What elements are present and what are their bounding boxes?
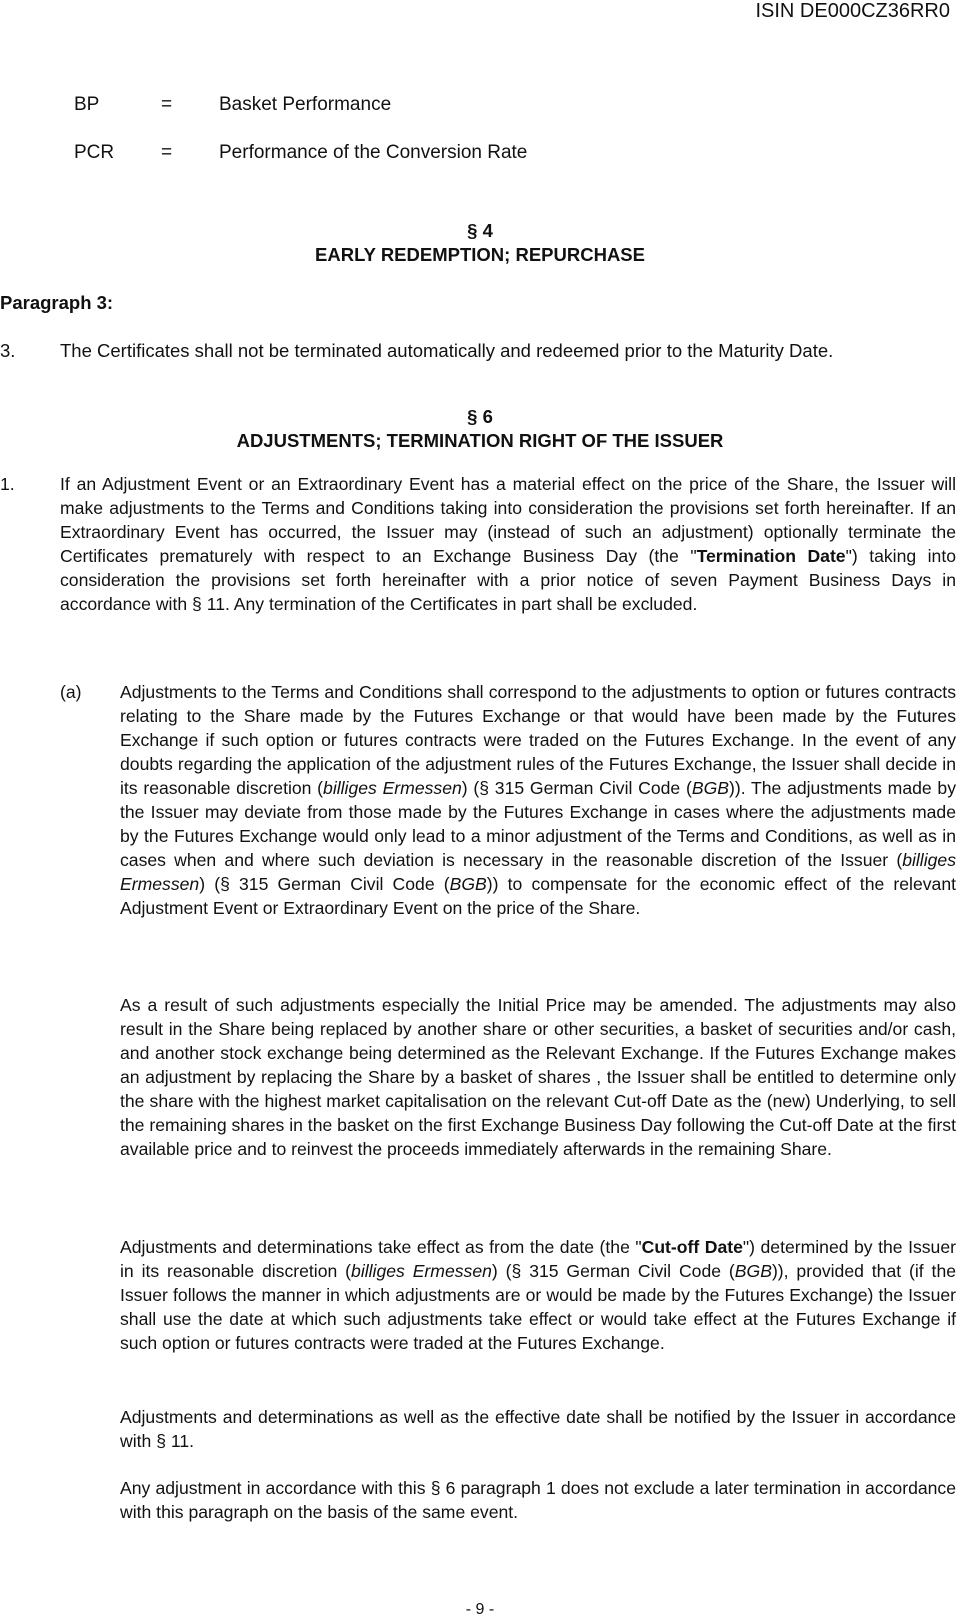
adjustment-result-paragraph: As a result of such adjustments especially the Initial Price may be amended. The adjustments may also result in the Share being replaced by another share or other securities, a basket of securities and/or cash, and another stock exchange being determined as the Relevant Exchange. If the Futures Exchange makes an adjustment by replacing the Share by a basket of shares , the Issuer shall be entitled to determine only the share with the highest market capitalisation on the relevant Cut-off Date as the (new) Underlying, to sell the remaining shares in the basket on the first Exchange Business Day following the Cut-off Date at the first available price and to reinvest the proceeds immediately afterwards in the remaining Share.	[120, 995, 956, 1159]
section-symbol: §	[511, 1261, 522, 1281]
section-6-number	[0, 404, 960, 429]
later-termination-paragraph	[120, 1476, 956, 1524]
cutoff-text: Adjustments and determinations take effect as from the date (the "	[120, 1237, 642, 1257]
termination-date-term: Termination Date	[696, 546, 846, 566]
italic-term: BGB	[691, 778, 729, 798]
cutoff-date-term: Cut-off Date	[641, 1237, 743, 1257]
later-termination-text: Any adjustment in accordance with this	[120, 1478, 431, 1498]
item-1-paragraph	[60, 472, 956, 616]
paragraph-label: Paragraph 3:	[0, 292, 114, 313]
section-symbol: §	[467, 220, 478, 241]
italic-term: billiges Ermessen	[323, 778, 462, 798]
notification-text: Adjustments and determinations as well as the effective date shall be notified by the Issuer in accordance with	[120, 1407, 956, 1451]
section-symbol: §	[479, 778, 490, 798]
section-number: 4	[482, 220, 493, 241]
section-symbol: §	[192, 594, 202, 614]
cutoff-text: ") determined by the Issuer in its reasonable discretion (	[120, 1237, 956, 1281]
definition-text: Performance of the Conversion Rate	[219, 142, 528, 163]
italic-term: billiges Ermessen	[120, 850, 956, 894]
notification-text: 11.	[165, 1431, 195, 1451]
section-symbol: §	[430, 1478, 441, 1498]
item-1-text: If an Adjustment Event or an Extraordinary Event has a material effect on the price of the Share, the Issuer will make adjustments to the Terms and Conditions taking into consideration the provisions set forth hereinafter. If an Extraordinary Event has occurred, the Issuer may (instead of such an adjustment) optionally terminate the Certificates prematurely with respect to an Exchange Business Day (the "	[60, 474, 956, 566]
item-a-paragraph	[120, 680, 956, 920]
page-number: - 9 -	[465, 1601, 495, 1618]
italic-term: billiges Ermessen	[351, 1261, 492, 1281]
later-termination-text: 6 paragraph 1 does not exclude a later termination in accordance with this paragraph on the basis of the same event.	[120, 1478, 957, 1522]
definition-abbreviation: BP	[74, 94, 100, 115]
item-a-text: )). The adjustments made by the Issuer may deviate from those made by the Futures Exchange in cases where the adjustments made by the Futures Exchange would only lead to a minor adjustment of the Terms and Conditions, as well as in cases when and where such deviation is necessary in the reasonable discretion of the Issuer (	[120, 778, 957, 870]
section-number: 6	[482, 406, 493, 427]
italic-term: BGB	[449, 874, 487, 894]
section-symbol: §	[467, 406, 478, 427]
item-a-text: )) to compensate for the economic effect of the relevant Adjustment Event or Extraordinary Event on the price of the Share.	[120, 874, 957, 918]
section-symbol: §	[220, 874, 230, 894]
definition-abbreviation: PCR	[74, 142, 115, 163]
item-a-text: 315 German Civil Code (	[229, 874, 450, 894]
cutoff-date-paragraph	[120, 1235, 956, 1355]
item-a-text: Adjustments to the Terms and Conditions shall correspond to the adjustments to option or futures contracts relating to the Share made by the Futures Exchange or that would have been made by the Futures Exchange if such option or futures contracts were traded on the Futures Exchange. In the event of any doubts regarding the application of the adjustment rules of the Futures Exchange, the Issuer shall decide in its reasonable discretion (	[120, 682, 956, 798]
definition-equals: =	[161, 94, 173, 115]
italic-term: BGB	[734, 1261, 772, 1281]
cutoff-text: )), provided that (if the Issuer follows the manner in which adjustments are or would be made by the Futures Exchange) the Issuer shall use the date at which such adjustments take effect or would take effect at the Futures Exchange if such option or futures contracts were traded at the Futures Exchange.	[120, 1261, 957, 1353]
section-4-title: EARLY REDEMPTION; REPURCHASE	[315, 244, 645, 265]
cutoff-text: 315 German Civil Code (	[521, 1261, 735, 1281]
section-symbol: §	[156, 1431, 166, 1451]
paragraph-3-number: 3.	[0, 340, 16, 361]
definition-text: Basket Performance	[219, 94, 392, 115]
definition-equals: =	[161, 142, 173, 163]
section-6-title: ADJUSTMENTS; TERMINATION RIGHT OF THE ISSUER	[236, 430, 724, 451]
item-1-text: 11. Any termination of the Certificates in part shall be excluded.	[201, 594, 698, 614]
item-a-label: (a)	[60, 682, 82, 702]
item-a-text: 315 German Civil Code (	[489, 778, 692, 798]
item-a-text: ) (	[461, 778, 480, 798]
item-a-text: ) (	[199, 874, 221, 894]
notification-paragraph	[120, 1405, 956, 1453]
document-isin: ISIN DE000CZ36RR0	[755, 0, 950, 22]
item-1-text: ") taking into consideration the provisions set forth hereinafter with a prior notice of seven Payment Business Days in accordance with	[60, 546, 957, 614]
item-1-number: 1.	[0, 474, 15, 494]
section-4-number	[0, 218, 960, 243]
cutoff-text: ) (	[491, 1261, 512, 1281]
paragraph-3-text: The Certificates shall not be terminated automatically and redeemed prior to the Maturity Date.	[60, 340, 834, 361]
